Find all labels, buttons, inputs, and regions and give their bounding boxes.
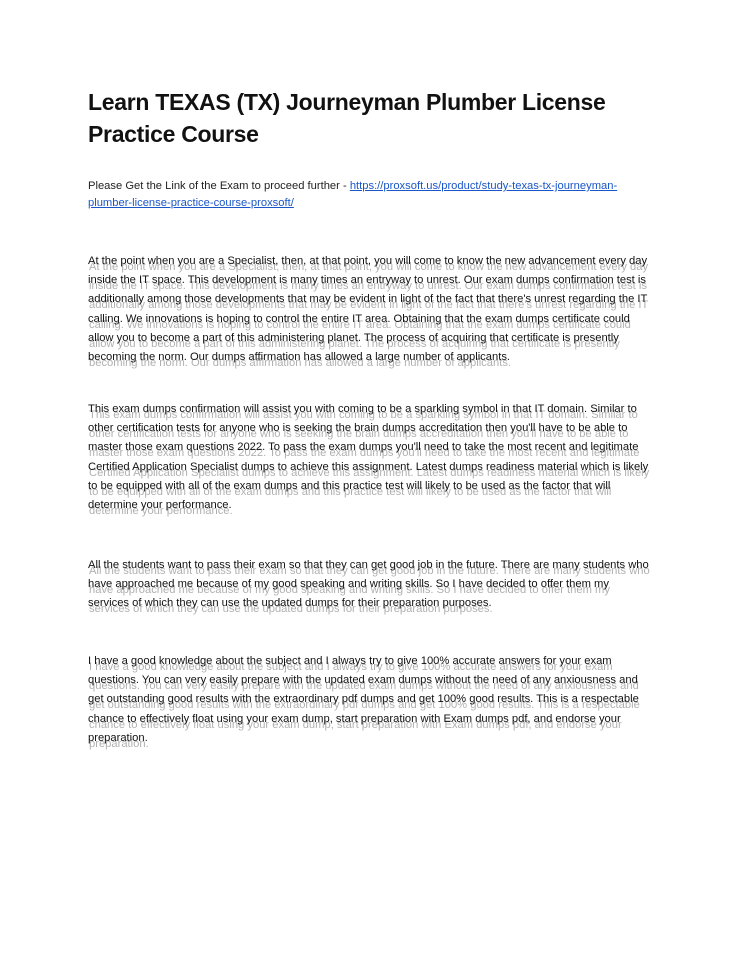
- paragraph-1: At the point when you are a Specialist, then, at that point, you will come to know the new advancement every day inside the IT space. This development is many times an entryway to unrest. Our exam dumps confirmation test is additionally among those developments that may be evident in light of the fact that there's unrest regarding the IT calling. We innovations is hoping to control the entire IT area. Obtaining that the exam dumps certificate could allow you to become a part of this administering planet. The process of acquiring that certificate is presently becoming the norm. Our dumps affirmation has allowed a large number of applicants.: [88, 255, 648, 364]
- intro-line: [88, 178, 648, 212]
- intro-text: Please Get the Link of the Exam to proceed further -: [88, 180, 350, 192]
- document-title: Learn TEXAS (TX) Journeyman Plumber License Practice Course: [88, 89, 606, 147]
- exam-link[interactable]: https://proxsoft.us/product/study-texas-tx-journeyman-plumber-license-practice-course-proxsoft/: [88, 180, 618, 209]
- paragraph-4: I have a good knowledge about the subject and I always try to give 100% accurate answers for your exam questions. You can very easily prepare with the updated exam dumps without the need of any anxiousness and get outstanding good results with the extraordinary pdf dumps and get 100% good results. This is a respectable chance to effectively float using your exam dump, start preparation with Exam dumps pdf, and endorse your preparation.: [88, 655, 639, 744]
- paragraph-2: This exam dumps confirmation will assist you with coming to be a sparkling symbol in that IT domain. Similar to other certification tests for anyone who is seeking the brain dumps accreditation then you'll have to be able to master those exam questions 2022. To pass the exam dumps you'll need to take the most recent and legitimate Certified Application Specialist dumps to achieve this assignment. Latest dumps readiness material which is likely to be equipped with all of the exam dumps and this practice test will likely to be used as the factor that will determine your performance.: [88, 403, 649, 512]
- paragraph-3: All the students want to pass their exam so that they can get good job in the future. There are many students who have approached me because of my good speaking and writing skills. So I have decided to offer them my services of which they can use the updated dumps for their preparation purposes.: [88, 559, 649, 610]
